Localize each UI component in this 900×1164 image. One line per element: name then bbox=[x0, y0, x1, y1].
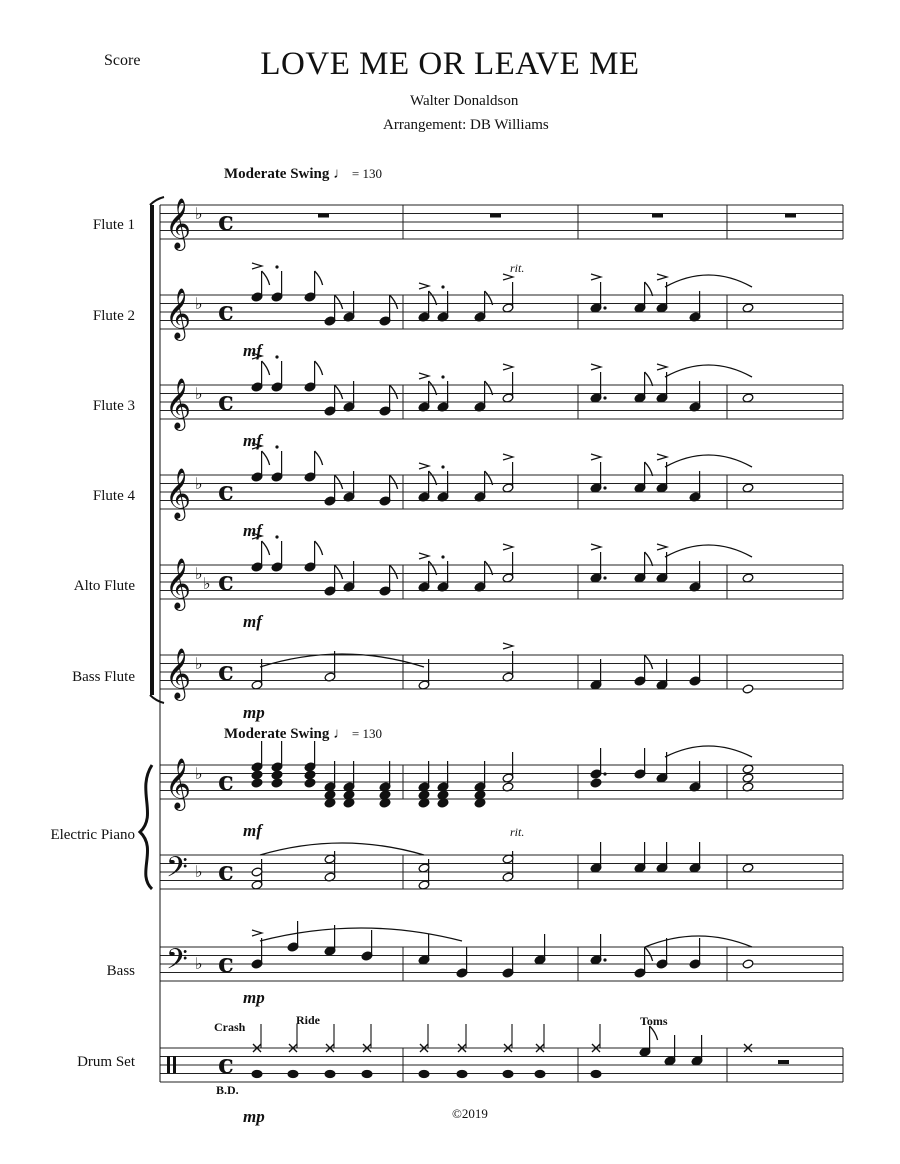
flat-icon: ♭ bbox=[195, 294, 203, 313]
bracket-cap bbox=[150, 197, 164, 205]
score-label: Score bbox=[104, 52, 141, 69]
slur bbox=[665, 746, 752, 757]
note bbox=[590, 748, 607, 779]
note bbox=[474, 471, 493, 502]
accent-icon bbox=[591, 454, 601, 460]
brackets bbox=[140, 197, 164, 1082]
note bbox=[634, 282, 653, 313]
note bbox=[324, 385, 343, 416]
dynamic-mf: mf bbox=[243, 612, 262, 631]
flat-icon: ♭ bbox=[195, 204, 203, 223]
notehead bbox=[590, 778, 602, 788]
note bbox=[502, 752, 514, 783]
note bbox=[379, 385, 398, 416]
note bbox=[656, 544, 668, 583]
dot-icon bbox=[603, 306, 606, 309]
instrument-label-flute-3: Flute 3 bbox=[92, 398, 135, 414]
note bbox=[418, 373, 437, 412]
dot-icon bbox=[603, 772, 606, 775]
note bbox=[418, 761, 430, 792]
dynamic-mf: mf bbox=[243, 431, 262, 450]
bass-drum-notehead bbox=[457, 1070, 467, 1077]
flat-icon: ♭ bbox=[195, 764, 203, 783]
flat-icon: ♭ bbox=[195, 564, 203, 583]
accent-icon bbox=[657, 454, 667, 460]
note bbox=[418, 553, 437, 592]
flag bbox=[645, 947, 653, 961]
note bbox=[502, 544, 514, 583]
notehead bbox=[742, 684, 754, 694]
instrument-label-flute-4: Flute 4 bbox=[92, 488, 135, 504]
slur bbox=[260, 928, 462, 941]
note bbox=[271, 778, 283, 788]
common-time-icon: c bbox=[218, 1050, 234, 1080]
copyright: ©2019 bbox=[452, 1106, 488, 1121]
common-time-icon: c bbox=[218, 207, 234, 237]
slur bbox=[260, 843, 424, 855]
staccato-icon bbox=[441, 375, 444, 378]
note bbox=[271, 445, 283, 482]
note bbox=[324, 295, 343, 326]
accent-icon bbox=[503, 544, 513, 550]
flag bbox=[262, 451, 270, 465]
instrument-label-bass-flute: Bass Flute bbox=[72, 669, 135, 685]
flag bbox=[645, 552, 653, 566]
note bbox=[689, 381, 701, 412]
accent-icon bbox=[657, 364, 667, 370]
note bbox=[656, 364, 668, 403]
note bbox=[418, 283, 437, 322]
quarter-note-icon: ♩ bbox=[333, 726, 349, 742]
note bbox=[656, 842, 668, 873]
staccato-icon bbox=[441, 285, 444, 288]
note bbox=[590, 364, 607, 403]
bass-drum-notehead bbox=[362, 1070, 372, 1077]
note bbox=[251, 778, 263, 788]
note bbox=[437, 761, 449, 792]
accent-icon bbox=[252, 930, 262, 936]
bass-clef-icon: 𝄢 bbox=[166, 943, 188, 983]
flat-icon: ♭ bbox=[203, 574, 211, 593]
note bbox=[304, 741, 316, 772]
accent-icon bbox=[503, 454, 513, 460]
dynamic-mf: mf bbox=[243, 341, 262, 360]
note bbox=[502, 454, 514, 493]
accent-icon bbox=[591, 544, 601, 550]
staccato-icon bbox=[275, 445, 278, 448]
note bbox=[251, 263, 270, 302]
flag bbox=[335, 385, 343, 399]
crash-label: Crash bbox=[214, 1020, 246, 1034]
notehead bbox=[271, 778, 283, 788]
note bbox=[271, 770, 283, 780]
note bbox=[379, 295, 398, 326]
note bbox=[271, 355, 283, 392]
flag bbox=[645, 372, 653, 386]
common-time-icon: c bbox=[218, 857, 234, 887]
bass-drum-label: B.D. bbox=[216, 1083, 239, 1097]
dot-icon bbox=[603, 958, 606, 961]
note bbox=[324, 761, 336, 792]
flag bbox=[650, 1026, 658, 1040]
note bbox=[689, 842, 701, 873]
note bbox=[590, 274, 607, 313]
note bbox=[287, 921, 299, 952]
flag bbox=[390, 385, 398, 399]
flag bbox=[429, 381, 437, 395]
flag bbox=[645, 282, 653, 296]
slur bbox=[645, 936, 752, 947]
flag bbox=[645, 462, 653, 476]
bass-clef-icon: 𝄢 bbox=[166, 851, 188, 891]
bass-drum-notehead bbox=[419, 1070, 429, 1077]
note bbox=[324, 475, 343, 506]
flat-icon: ♭ bbox=[195, 954, 203, 973]
note bbox=[689, 471, 701, 502]
notehead bbox=[304, 770, 316, 780]
treble-clef-icon: 𝄞 bbox=[165, 288, 192, 339]
note bbox=[656, 274, 668, 313]
flat-icon: ♭ bbox=[195, 474, 203, 493]
bass-drum-notehead bbox=[288, 1070, 298, 1077]
flag bbox=[485, 471, 493, 485]
note bbox=[304, 271, 323, 302]
toms-label: Toms bbox=[640, 1014, 668, 1028]
instrument-label-alto-flute: Alto Flute bbox=[73, 578, 135, 594]
ride-label: Ride bbox=[296, 1013, 320, 1027]
instrument-label-flute-2: Flute 2 bbox=[92, 308, 135, 324]
note bbox=[742, 959, 754, 969]
note bbox=[304, 541, 323, 572]
note bbox=[691, 1035, 703, 1066]
note bbox=[474, 561, 493, 592]
rit-marking: rit. bbox=[510, 825, 525, 839]
accent-icon bbox=[419, 463, 429, 469]
flag bbox=[429, 471, 437, 485]
note bbox=[304, 778, 316, 788]
accent-icon bbox=[503, 643, 513, 649]
note bbox=[418, 463, 437, 502]
common-time-icon: c bbox=[218, 657, 234, 687]
accent-icon bbox=[419, 283, 429, 289]
note bbox=[304, 770, 316, 780]
staff-1 bbox=[160, 198, 843, 251]
tempo-text: Moderate Swing bbox=[224, 726, 330, 742]
flag bbox=[429, 561, 437, 575]
note bbox=[474, 761, 486, 792]
note bbox=[251, 930, 263, 969]
treble-clef-icon: 𝄞 bbox=[165, 198, 192, 249]
composer: Walter Donaldson bbox=[410, 93, 519, 109]
note bbox=[634, 552, 653, 583]
note bbox=[304, 451, 323, 482]
accent-icon bbox=[591, 274, 601, 280]
staccato-icon bbox=[441, 465, 444, 468]
tempo-bpm: = 130 bbox=[351, 166, 382, 181]
instrument-label-bass: Bass bbox=[106, 963, 135, 979]
note bbox=[639, 1026, 658, 1057]
note bbox=[502, 643, 514, 682]
notehead bbox=[304, 778, 316, 788]
bass-drum-notehead bbox=[535, 1070, 545, 1077]
bass-drum-notehead bbox=[325, 1070, 335, 1077]
dot-icon bbox=[603, 396, 606, 399]
common-time-icon: c bbox=[218, 297, 234, 327]
quarter-note-icon: ♩ bbox=[333, 166, 349, 182]
flag bbox=[429, 291, 437, 305]
bracket-cap bbox=[150, 695, 164, 703]
flat-icon: ♭ bbox=[195, 654, 203, 673]
accent-icon bbox=[657, 274, 667, 280]
dynamic-mp: mp bbox=[243, 703, 265, 722]
whole-rest-icon bbox=[318, 214, 329, 218]
note bbox=[343, 381, 355, 412]
flag bbox=[335, 565, 343, 579]
notehead bbox=[742, 959, 754, 969]
staccato-icon bbox=[275, 265, 278, 268]
note bbox=[343, 471, 355, 502]
note bbox=[689, 561, 701, 592]
note bbox=[664, 1035, 676, 1066]
dynamic-mf: mf bbox=[243, 521, 262, 540]
note bbox=[590, 934, 607, 965]
staff-lines bbox=[160, 198, 843, 1082]
rit-marking: rit. bbox=[510, 261, 525, 275]
accent-icon bbox=[252, 263, 262, 269]
slur bbox=[665, 455, 752, 467]
flag bbox=[335, 475, 343, 489]
note bbox=[689, 938, 701, 969]
instrument-label-drum-set: Drum Set bbox=[77, 1054, 135, 1070]
tempo-bpm: = 130 bbox=[351, 726, 382, 741]
staccato-icon bbox=[441, 555, 444, 558]
slur bbox=[665, 545, 752, 557]
instrument-label-electric-piano: Electric Piano bbox=[50, 827, 135, 843]
staff-6 bbox=[160, 648, 843, 701]
note bbox=[343, 561, 355, 592]
treble-clef-icon: 𝄞 bbox=[165, 468, 192, 519]
dynamic-mp: mp bbox=[243, 1107, 265, 1126]
dot-icon bbox=[603, 576, 606, 579]
flag bbox=[485, 291, 493, 305]
staccato-icon bbox=[275, 355, 278, 358]
note bbox=[379, 761, 391, 792]
note bbox=[634, 655, 653, 686]
notehead bbox=[251, 778, 263, 788]
slur bbox=[665, 275, 752, 287]
piano-brace-icon bbox=[140, 765, 152, 889]
markings bbox=[214, 261, 668, 1126]
flag bbox=[485, 381, 493, 395]
note bbox=[590, 842, 602, 873]
dynamic-mf: mf bbox=[243, 821, 262, 840]
note bbox=[634, 842, 646, 873]
whole-rest-icon bbox=[490, 214, 501, 218]
bass-drum-notehead bbox=[503, 1070, 513, 1077]
note bbox=[379, 565, 398, 596]
note bbox=[304, 361, 323, 392]
flag bbox=[390, 565, 398, 579]
flag bbox=[390, 295, 398, 309]
note bbox=[689, 655, 701, 686]
common-time-icon: c bbox=[218, 387, 234, 417]
slur bbox=[260, 654, 424, 667]
bass-drum-notehead bbox=[252, 1070, 262, 1077]
flag bbox=[645, 655, 653, 669]
note bbox=[343, 761, 355, 792]
staccato-icon bbox=[275, 535, 278, 538]
note bbox=[251, 741, 263, 772]
half-rest-icon bbox=[778, 1060, 789, 1064]
note bbox=[689, 291, 701, 322]
system-bracket bbox=[150, 205, 154, 695]
note bbox=[689, 761, 701, 792]
note bbox=[590, 454, 607, 493]
flag bbox=[315, 541, 323, 555]
whole-rest-icon bbox=[785, 214, 796, 218]
note bbox=[324, 651, 336, 682]
note bbox=[343, 291, 355, 322]
flag bbox=[315, 361, 323, 375]
note bbox=[656, 454, 668, 493]
flag bbox=[335, 295, 343, 309]
staff-10 bbox=[160, 1048, 843, 1082]
note bbox=[251, 770, 263, 780]
treble-clef-icon: 𝄞 bbox=[165, 378, 192, 429]
flag bbox=[315, 271, 323, 285]
slur bbox=[665, 365, 752, 377]
accent-icon bbox=[419, 373, 429, 379]
common-time-icon: c bbox=[218, 567, 234, 597]
notes bbox=[251, 214, 796, 1078]
note bbox=[634, 372, 653, 403]
accent-icon bbox=[657, 544, 667, 550]
treble-clef-icon: 𝄞 bbox=[165, 558, 192, 609]
note bbox=[634, 462, 653, 493]
tempo-text: Moderate Swing bbox=[224, 166, 330, 182]
common-time-icon: c bbox=[218, 949, 234, 979]
dot-icon bbox=[603, 486, 606, 489]
treble-clef-icon: 𝄞 bbox=[165, 648, 192, 699]
flag bbox=[262, 361, 270, 375]
accent-icon bbox=[503, 364, 513, 370]
accent-icon bbox=[591, 364, 601, 370]
dynamic-mp: mp bbox=[243, 988, 265, 1007]
flat-icon: ♭ bbox=[195, 862, 203, 881]
note bbox=[379, 475, 398, 506]
percussion-clef-icon bbox=[167, 1056, 170, 1073]
notehead bbox=[251, 770, 263, 780]
note bbox=[634, 947, 653, 978]
note bbox=[742, 684, 754, 694]
flag bbox=[390, 475, 398, 489]
whole-rest-icon bbox=[652, 214, 663, 218]
treble-clef-icon: 𝄞 bbox=[165, 758, 192, 809]
note bbox=[361, 930, 373, 961]
note bbox=[456, 947, 468, 978]
common-time-icon: c bbox=[218, 767, 234, 797]
flag bbox=[315, 451, 323, 465]
note bbox=[418, 934, 430, 965]
bass-drum-notehead bbox=[591, 1070, 601, 1077]
note bbox=[474, 381, 493, 412]
note bbox=[502, 274, 514, 313]
flat-icon: ♭ bbox=[195, 384, 203, 403]
note bbox=[502, 364, 514, 403]
flag bbox=[262, 541, 270, 555]
note bbox=[590, 544, 607, 583]
note bbox=[502, 947, 514, 978]
note bbox=[271, 741, 283, 772]
note bbox=[590, 778, 602, 788]
note bbox=[324, 565, 343, 596]
note bbox=[271, 265, 283, 302]
common-time-icon: c bbox=[218, 477, 234, 507]
note bbox=[474, 291, 493, 322]
percussion-clef-icon bbox=[173, 1056, 176, 1073]
flag bbox=[262, 271, 270, 285]
notehead bbox=[271, 770, 283, 780]
note bbox=[534, 934, 546, 965]
page-title: LOVE ME OR LEAVE ME bbox=[260, 46, 640, 82]
instrument-label-flute-1: Flute 1 bbox=[92, 217, 135, 233]
note bbox=[271, 535, 283, 572]
flag bbox=[485, 561, 493, 575]
arranger: Arrangement: DB Williams bbox=[383, 117, 549, 133]
accent-icon bbox=[419, 553, 429, 559]
note bbox=[634, 748, 646, 779]
